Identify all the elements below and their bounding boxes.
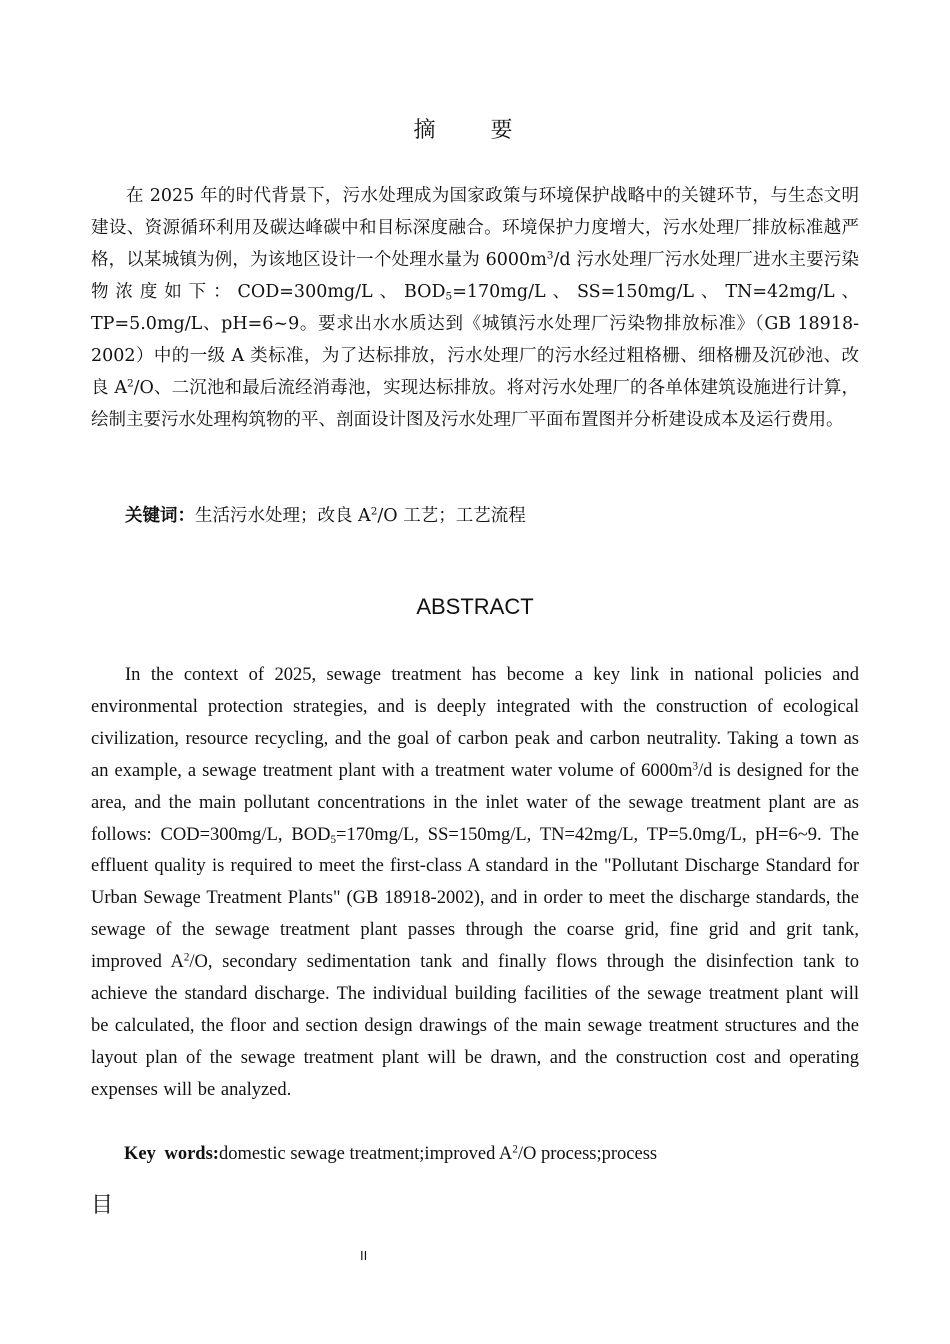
abstract-en-paragraph: [91, 660, 859, 1107]
abstract-cn-text-2: /d 污水处理厂污水处理厂进水主要污染物浓度如下：COD=300mg/L、BOD: [91, 250, 859, 302]
keywords-en-sup: 2: [512, 1143, 518, 1156]
abstract-en-sup-1: 3: [692, 760, 699, 773]
abstract-cn-paragraph: [91, 180, 859, 436]
abstract-en-text-3: =170mg/L, SS=150mg/L, TN=42mg/L, TP=5.0mg/L, pH=6~9. The effluent quality is required to meet the first-class A standard in the "Pollutant Discharge Standard for Urban Sewage Treatment Plants" (GB 18918-2002), and in order to meet the discharge standards, the sewage of the sewage treatment plant passes through the coarse grid, fine grid and grit tank, improved A: [91, 824, 859, 973]
keywords-cn-label: 关键词：: [125, 506, 195, 526]
keywords-en-label: Key words:: [124, 1144, 219, 1164]
page-number: II: [360, 1248, 368, 1263]
abstract-en-text-1: In the context of 2025, sewage treatment has become a key link in national policies and environmental protection strategies, and is deeply integrated with the construction of ecological civilization, resource recycling, and the goal of carbon peak and carbon neutrality. Taking a town as an example, a sewage treatment plant with a treatment water volume of 6000m: [91, 665, 859, 781]
abstract-cn-sub-1: 5: [445, 290, 453, 303]
abstract-en-sub-1: 5: [330, 833, 337, 846]
abstract-cn-title: 摘 要: [413, 118, 537, 143]
abstract-en-text-2: /d is designed for the area, and the main pollutant concentrations in the inlet water of the sewage treatment plant are as follows: COD=300mg/L, BOD: [91, 760, 859, 845]
keywords-cn-text-2: /O 工艺；工艺流程: [377, 506, 526, 526]
abstract-cn-text-1: 在 2025 年的时代背景下，污水处理成为国家政策与环境保护战略中的关键环节，与生态文明建设、资源循环利用及碳达峰碳中和目标深度融合。环境保护力度增大，污水处理厂排放标准越严格，以某城镇为例，为该地区设计一个处理水量为 6000m: [91, 186, 859, 270]
keywords-cn: [125, 500, 526, 532]
abstract-cn-sup-2: 2: [126, 377, 134, 390]
keywords-cn-text-1: 生活污水处理；改良 A: [195, 506, 371, 526]
abstract-cn-text-4: /O、二沉池和最后流经消毒池，实现达标排放。将对污水处理厂的各单体建筑设施进行计算，绘制主要污水处理构筑物的平、剖面设计图及污水处理厂平面布置图并分析建设成本及运行费用。: [91, 378, 860, 430]
toc-heading-partial: 目: [91, 1193, 114, 1218]
abstract-cn-sup-1: 3: [546, 249, 554, 262]
abstract-cn-text-3: =170mg/L、SS=150mg/L、TN=42mg/L、TP=5.0mg/L、pH=6~9。要求出水水质达到《城镇污水处理厂污染物排放标准》（GB 18918-2002）中的一级 A 类标准，为了达标排放，污水处理厂的污水经过粗格栅、细格栅及沉砂池、改良 A: [91, 282, 859, 398]
abstract-en-sup-2: 2: [183, 951, 190, 964]
keywords-cn-sup: 2: [370, 505, 378, 518]
abstract-en-text-4: /O, secondary sedimentation tank and finally flows through the disinfection tank to achieve the standard discharge. The individual building facilities of the sewage treatment plant will be calculated, the floor and section design drawings of the main sewage treatment structures and the layout plan of the sewage treatment plant will be drawn, and the construction cost and operating expenses will be analyzed.: [91, 952, 859, 1100]
keywords-en-text-1: domestic sewage treatment;improved A: [218, 1144, 513, 1164]
keywords-en: [124, 1138, 657, 1170]
keywords-en-text-2: /O process;process: [517, 1144, 658, 1164]
abstract-en-title: ABSTRACT: [416, 594, 534, 619]
